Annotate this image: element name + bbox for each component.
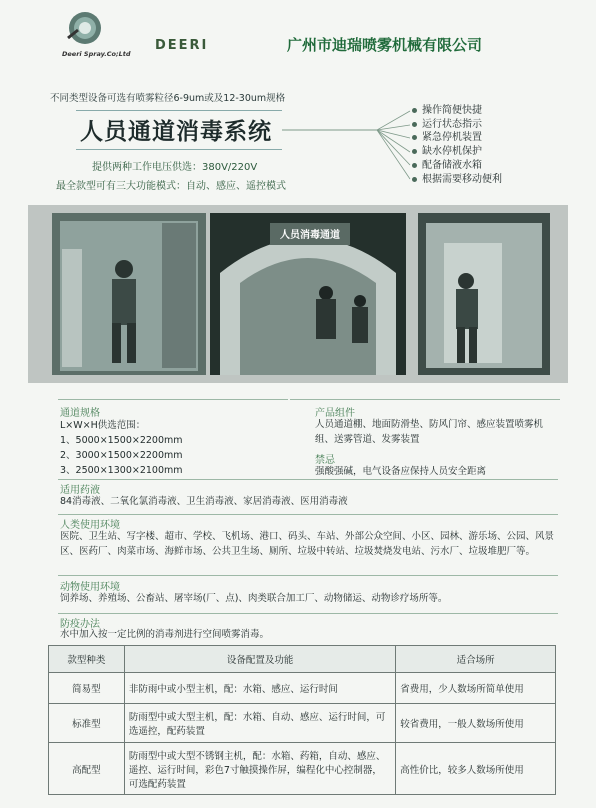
divider [58, 575, 558, 576]
table-header: 款型种类 [49, 646, 125, 673]
company-name: 广州市迪瑞喷雾机械有限公司 [287, 36, 483, 54]
forbidden-title: 禁忌 [315, 455, 335, 466]
forbidden-text: 强酸强碱，电气设备应保持人员安全距离 [315, 466, 487, 477]
table-header: 适合场所 [396, 646, 556, 673]
table-cell: 高性价比，较多人数场所使用 [396, 743, 556, 795]
feature-list [412, 104, 592, 186]
animal-env-title: 动物使用环境 [60, 582, 120, 593]
header [0, 0, 596, 70]
table-cell: 较省费用，一般人数场所使用 [396, 704, 556, 743]
human-env-title: 人类使用环境 [60, 520, 120, 531]
voltage-note: 提供两种工作电压供选：380V/220V [92, 162, 258, 173]
table-header-row [49, 646, 556, 673]
table-cell: 防雨型中或大型不锈钢主机，配：水箱、药箱，自动、感应、遥控、运行时间，彩色7寸触摸操作屏，编程化中心控制器，可选配药装置 [124, 743, 395, 795]
feature-item: 紧急停机装置 [412, 131, 592, 145]
feature-item: 缺水停机保护 [412, 145, 592, 159]
spec-line: L×W×H供选范围： [60, 420, 146, 431]
table-cell: 简易型 [49, 673, 125, 704]
spec-line: 1、5000×1500×2200mm [60, 435, 183, 446]
components-text: 人员通道棚、地面防滑垫、防风门帘、感应装置喷雾机组、送雾管道、发雾装置 [315, 419, 544, 445]
photo-tunnel-2 [210, 213, 406, 375]
specs-title: 通道规格 [60, 408, 100, 419]
human-env-text: 医院、卫生站、写字楼、超市、学校、飞机场、港口、码头、车站、外部公众空间、小区、园林、游乐场、公园、风景区、医药厂、肉菜市场、海鲜市场、公共卫生场、厕所、垃圾中转站、垃圾焚烧发电站、污水厂、垃圾堆肥厂等。 [60, 531, 555, 557]
table-cell: 非防雨中或小型主机，配：水箱、感应、运行时间 [124, 673, 395, 704]
components-title: 产品组件 [315, 408, 355, 419]
model-table [48, 645, 556, 795]
spray-spec-note: 不同类型设备可选有喷雾粒径6-9um或及12-30um规格 [50, 93, 286, 104]
table-header: 设备配置及功能 [124, 646, 395, 673]
table-cell: 标准型 [49, 704, 125, 743]
photo-tunnel-1 [52, 213, 206, 375]
feature-item: 操作简便快捷 [412, 104, 592, 118]
table-cell: 防雨型中或大型主机，配：水箱、自动、感应、运行时间，可选遥控，配药装置 [124, 704, 395, 743]
table-cell: 省费用，少人数场所简单使用 [396, 673, 556, 704]
feature-item: 配备储液水箱 [412, 159, 592, 173]
logo-globe-icon [62, 8, 108, 48]
table-row [49, 743, 556, 795]
table-cell: 高配型 [49, 743, 125, 795]
liquids-text: 84消毒液、二氧化氯消毒液、卫生消毒液、家居消毒液、医用消毒液 [60, 496, 348, 507]
divider [58, 479, 558, 480]
logo-text: Deeri Spray.Co;Ltd [62, 50, 131, 58]
tunnel-banner-text: 人员消毒通道 [280, 230, 340, 241]
divider [290, 399, 560, 400]
table-row [49, 704, 556, 743]
photo-tunnel-3 [418, 213, 550, 375]
liquids-title: 适用药液 [60, 485, 100, 496]
specs-lines [60, 418, 183, 478]
page-title: 人员通道消毒系统 [80, 118, 272, 145]
divider [58, 399, 288, 400]
method-text: 水中加入按一定比例的消毒剂进行空间喷雾消毒。 [60, 629, 270, 640]
feature-leader-lines [282, 108, 414, 188]
spec-line: 2、3000×1500×2200mm [60, 450, 183, 461]
spec-line: 3、2500×1300×2100mm [60, 465, 183, 476]
method-title: 防疫办法 [60, 619, 100, 630]
brand-mark: DEERI [155, 38, 209, 53]
animal-env-text: 饲养场、养殖场、公畜站、屠宰场(厂、点)、肉类联合加工厂、动物储运、动物诊疗场所等。 [60, 593, 448, 604]
feature-item: 运行状态指示 [412, 118, 592, 132]
divider [58, 613, 558, 614]
divider [58, 514, 558, 515]
modes-note: 最全款型可有三大功能模式：自动、感应、遥控模式 [56, 181, 286, 192]
table-row [49, 673, 556, 704]
feature-item: 根据需要移动便利 [412, 173, 592, 187]
